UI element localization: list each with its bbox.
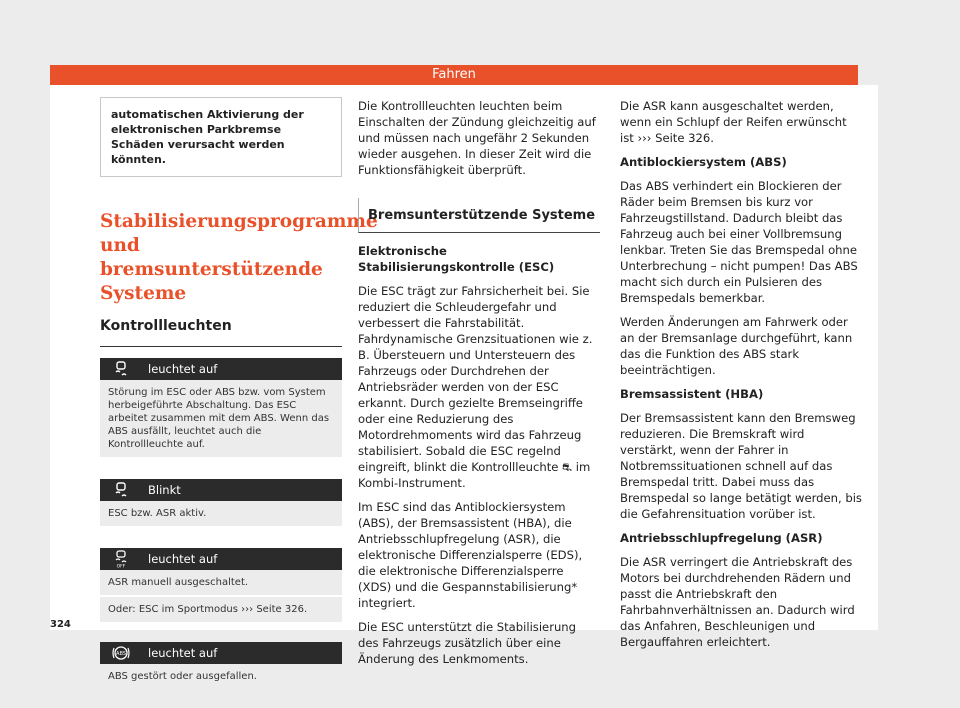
esc-paragraph: Im ESC sind das Antiblockiersystem (ABS), der Bremsassistent (HBA), die Antriebsschlupfregelung (ASR), die elektronische Differenzialsperre (EDS), die elektronische Differenzialsperre (XDS) und die Gespannstabilisierung* integriert. xyxy=(358,500,583,610)
lamp-status: leuchtet auf xyxy=(148,552,218,566)
lamp-status: leuchtet auf xyxy=(148,646,218,660)
lamp-status: Blinkt xyxy=(148,483,181,497)
section-title: Bremsunterstützende Systeme xyxy=(358,198,600,233)
svg-text:OFF: OFF xyxy=(116,564,126,568)
esc-heading: Elektronische Stabilisierungskontrolle (ESC) xyxy=(358,244,555,274)
esc-warning-icon xyxy=(112,481,130,499)
asr-note-paragraph: Die ASR kann ausgeschaltet werden, wenn ein Schlupf der Reifen erwünscht ist ››› Seite 326. xyxy=(620,99,847,145)
abs-icon xyxy=(112,644,130,662)
lamp-header xyxy=(100,548,342,570)
lamp-entry xyxy=(100,642,342,689)
intro-paragraph: Die Kontrollleuchten leuchten beim Einschalten der Zündung gleichzeitig auf und müssen nach ungefähr 2 Sekunden wieder ausgehen. In dieser Zeit wird die Funktionsfähigkeit überprüft. xyxy=(358,99,596,177)
lamp-entry xyxy=(100,548,342,622)
esc-warning-icon xyxy=(112,360,130,378)
page-number: 324 xyxy=(50,619,71,630)
lamp-description: Oder: ESC im Sportmodus ››› Seite 326. xyxy=(100,597,342,622)
section-header: Fahren xyxy=(50,65,858,85)
esc-paragraph: Die ESC unterstützt die Stabilisierung des Fahrzeugs zusätzlich über eine Änderung des Lenkmoments. xyxy=(358,620,577,666)
lamp-description: ESC bzw. ASR aktiv. xyxy=(100,501,342,526)
svg-text:ABS: ABS xyxy=(116,651,126,657)
lamp-description: ABS gestört oder ausgefallen. xyxy=(100,664,342,689)
lamp-header xyxy=(100,358,342,380)
esc-paragraph: Die ESC trägt zur Fahrsicherheit bei. Sie reduziert die Schleudergefahr und verbessert die Fahrstabilität. Fahrdynamische Grenzsituationen wie z. B. Übersteuern und Untersteuern des Fahrzeugs oder Durchdrehen der Antriebsräder werden von der ESC erkannt. Durch gezielte Bremseingriffe oder eine Reduzierung des Motordrehmoments wird das Fahrzeug stabilisiert. Sobald die ESC regelnd eingreift, blinkt die Kontrollleuchte ⛐ im Kombi-Instrument. xyxy=(358,284,593,490)
abs-paragraph: Werden Änderungen am Fahrwerk oder an der Bremsanlage durchgeführt, kann das die Funktion des ABS stark beeinträchtigen. xyxy=(620,315,853,377)
lamp-description: ASR manuell ausgeschaltet. xyxy=(100,570,342,595)
asr-heading: Antriebsschlupfregelung (ASR) xyxy=(620,531,823,545)
lamp-entry xyxy=(100,479,342,526)
lamp-entry xyxy=(100,358,342,457)
hba-heading: Bremsassistent (HBA) xyxy=(620,387,764,401)
abs-paragraph: Das ABS verhindert ein Blockieren der Räder beim Bremsen bis kurz vor Fahrzeugstillstand. Dadurch bleibt das Fahrzeug auch bei einer Vollbremsung lenkbar. Treten Sie das Bremspedal ohne Unterbrechung – nicht pumpen! Das ABS macht sich durch ein Pulsieren des Bremspedals bemerkbar. xyxy=(620,179,858,305)
asr-paragraph: Die ASR verringert die Antriebskraft des Motors bei durchdrehenden Rädern und passt die Antriebskraft den Fahrbahnverhältnissen an. Dadurch wird das Anfahren, Beschleunigen und Bergauffahren erleichtert. xyxy=(620,555,855,649)
hba-paragraph: Der Bremsassistent kann den Bremsweg reduzieren. Die Bremskraft wird verstärkt, wenn der Fahrer in Notbremssituationen schnell auf das Bremspedal tritt. Dabei muss das Bremspedal so lange betätigt werden, bis die Gefahrensituation vorüber ist. xyxy=(620,411,862,521)
subsection-title: Kontrollleuchten xyxy=(100,318,342,347)
lamp-status: leuchtet auf xyxy=(148,362,218,376)
column-2 xyxy=(358,98,600,675)
chapter-title: Stabilisierungsprogramme und bremsunterstützende Systeme xyxy=(100,211,378,304)
lamp-description: Störung im ESC oder ABS bzw. vom System herbeigeführte Abschaltung. Das ESC arbeitet zusammen mit dem ABS. Wenn das ABS ausfällt, leuchtet auch die Kontrollleuchte auf. xyxy=(100,380,342,457)
page-content xyxy=(50,85,878,682)
esc-off-icon xyxy=(112,550,130,568)
column-1 xyxy=(100,85,378,689)
warning-box: automatischen Aktivierung der elektronischen Parkbremse Schäden verursacht werden könnten. xyxy=(100,97,342,177)
abs-heading: Antiblockiersystem (ABS) xyxy=(620,155,787,169)
column-3 xyxy=(620,98,862,658)
lamp-header xyxy=(100,479,342,501)
lamp-header xyxy=(100,642,342,664)
